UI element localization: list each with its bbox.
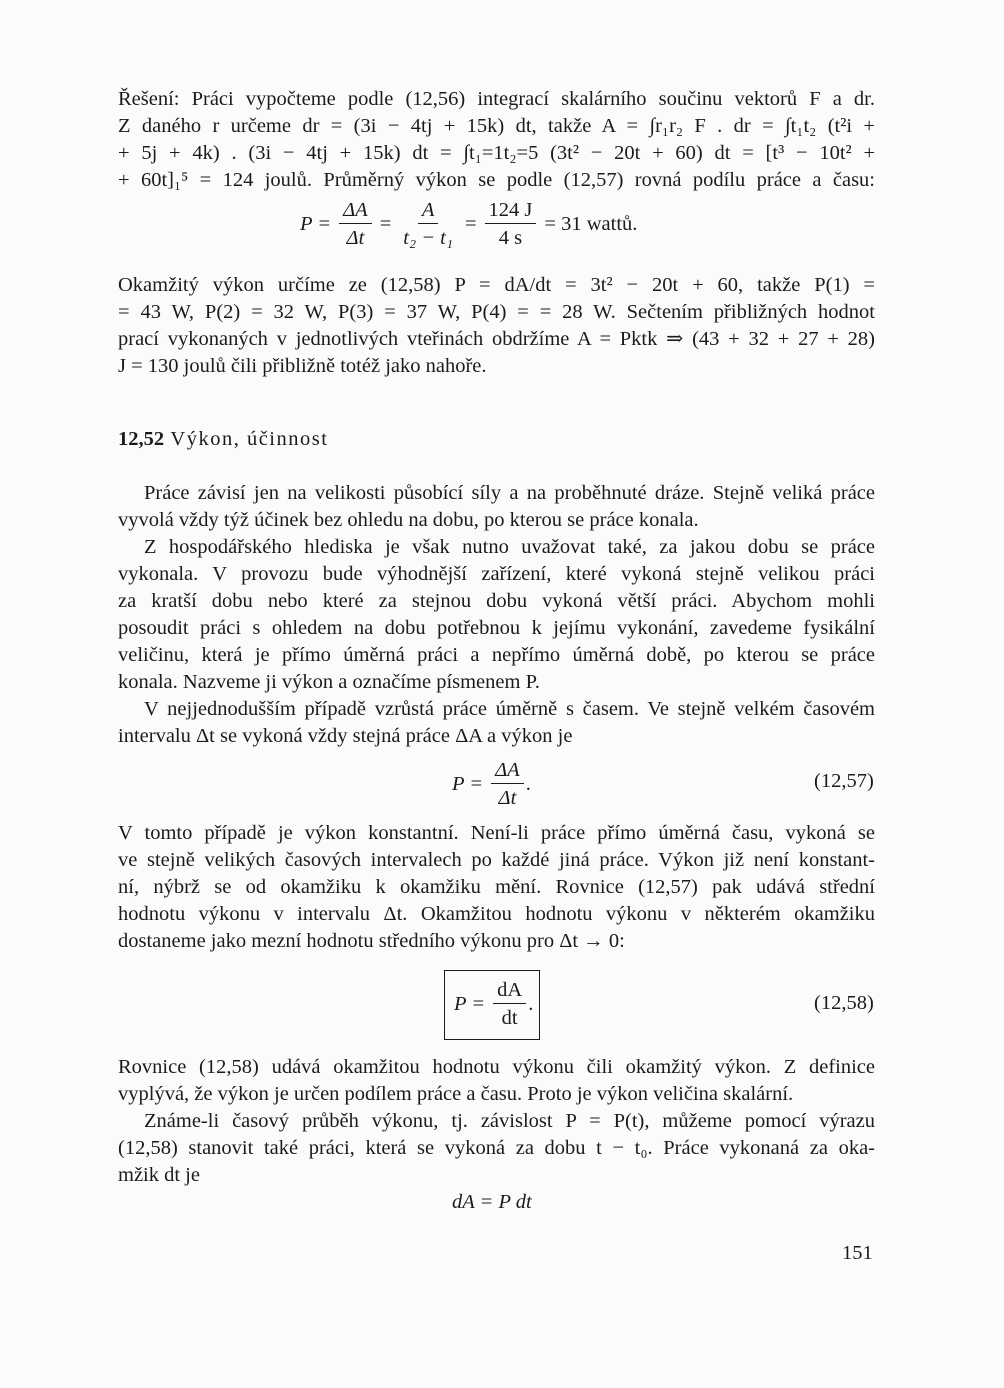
eq-result: = 31 wattů. <box>544 212 638 235</box>
equation-dA: dA = P dt <box>452 1191 532 1213</box>
instant-power-paragraph <box>118 272 875 380</box>
text-line: mžik dt je <box>118 1164 200 1186</box>
equation-average-power <box>300 198 637 250</box>
page-number: 151 <box>842 1242 873 1264</box>
text-line: V tomto případě je výkon konstantní. Není-li práce přímo úměrná času, vykoná se <box>118 822 875 844</box>
fraction <box>491 758 524 810</box>
text-line: Řešení: Práci vypočteme podle (12,56) integrací skalárního součinu vektorů F a dr. <box>118 88 875 110</box>
denominator: dt <box>501 1007 518 1029</box>
equals-sign: = <box>464 212 477 235</box>
text-line: prací vykonaných v jednotlivých vteřinách obdržíme A = Pktk ⇒ (43 + 32 + 27 + 28) <box>118 328 875 350</box>
equation-label-12-58: (12,58) <box>814 992 874 1014</box>
paragraph-1 <box>118 480 875 507</box>
text-line: dostaneme jako mezní hodnotu středního výkonu pro Δt → 0: <box>118 930 625 952</box>
equals-sign: = <box>379 212 392 235</box>
equation-12-58 <box>454 978 533 1030</box>
equation-label-12-57: (12,57) <box>814 770 874 792</box>
text-line: Rovnice (12,58) udává okamžitou hodnotu výkonu čili okamžitý výkon. Z definice <box>118 1056 875 1078</box>
text-line: hodnotu výkonu v intervalu Δt. Okamžitou hodnotu výkonu v některém okamžiku <box>118 903 875 925</box>
text-line: vykonala. V provozu bude výhodnější zařízení, které vykoná stejně velikou práci <box>118 563 875 585</box>
paragraph-6 <box>118 1108 875 1135</box>
fraction-work-time <box>399 198 457 250</box>
eq-lhs: P = <box>454 992 486 1015</box>
period: . <box>525 772 531 795</box>
text-line: vyvolá vždy týž účinek bez ohledu na dobu, po kterou se práce konala. <box>118 509 699 531</box>
eq-lhs: P = <box>300 212 332 235</box>
period: . <box>528 992 534 1015</box>
denominator: Δt <box>498 787 517 809</box>
text-line: Z hospodářského hlediska je však nutno uvažovat také, za jakou dobu se práce <box>144 536 875 558</box>
text-line: Okamžitý výkon určíme ze (12,58) P = dA/dt = 3t² − 20t + 60, takže P(1) = <box>118 274 875 296</box>
paragraph-1-cont <box>118 507 875 534</box>
text-line: konala. Nazveme ji výkon a označíme písmenem P. <box>118 671 540 693</box>
text-line: Známe-li časový průběh výkonu, tj. závislost P = P(t), můžeme pomocí výrazu <box>144 1110 875 1132</box>
solution-paragraph <box>118 86 875 194</box>
denominator: t₂ − t₁ <box>403 227 453 249</box>
fraction-delta <box>339 198 372 250</box>
paragraph-3-cont <box>118 723 875 750</box>
text-line: ní, nýbrž se od okamžiku k okamžiku mění. Rovnice (12,57) pak udává střední <box>118 876 875 898</box>
fraction-values <box>485 198 537 250</box>
text-line: V nejjednodušším případě vzrůstá práce úměrně s časem. Ve stejně velkém časovém <box>144 698 875 720</box>
section-heading <box>118 428 328 451</box>
paragraph-2 <box>118 534 875 561</box>
numerator: dA <box>493 978 526 1004</box>
text-line: intervalu Δt se vykoná vždy stejná práce ΔA a výkon je <box>118 725 573 747</box>
paragraph-4 <box>118 820 875 955</box>
text-line: J = 130 joulů čili přibližně totéž jako nahoře. <box>118 355 487 377</box>
denominator: 4 s <box>498 227 523 249</box>
paragraph-6-cont <box>118 1135 875 1189</box>
paragraph-5 <box>118 1054 875 1108</box>
text-line: Práce závisí jen na velikosti působící síly a na proběhnuté dráze. Stejně veliká práce <box>144 482 875 504</box>
text-line: vyplývá, že výkon je určen podílem práce a času. Proto je výkon veličina skalární. <box>118 1083 794 1105</box>
paragraph-2-cont <box>118 561 875 696</box>
numerator: 124 J <box>485 198 537 224</box>
equation-12-57 <box>452 758 531 810</box>
text-line: ve stejně velikých časových intervalech po každé jiná práce. Výkon již není konstant- <box>118 849 875 871</box>
section-title: Výkon, účinnost <box>170 428 329 450</box>
text-line: veličinu, která je přímo úměrná práci a nepřímo úměrná době, po kterou se práce <box>118 644 875 666</box>
text-line: = 43 W, P(2) = 32 W, P(3) = 37 W, P(4) = = 28 W. Sečtením přibližných hodnot <box>118 301 875 323</box>
text-line: za kratší dobu nebo které za stejnou dobu vykoná větší práci. Abychom mohli <box>118 590 875 612</box>
numerator: A <box>418 198 439 224</box>
text-line: Z daného r určeme dr = (3i − 4tj + 15k) dt, takže A = ∫r₁r₂ F . dr = ∫t₁t₂ (t²i + <box>118 115 875 137</box>
text-line: (12,58) stanovit také práci, která se vykoná za dobu t − t₀. Práce vykonaná za oka- <box>118 1137 875 1159</box>
text-line: + 60t]₁⁵ = 124 joulů. Průměrný výkon se podle (12,57) rovná podílu práce a času: <box>118 169 875 191</box>
paragraph-3 <box>118 696 875 723</box>
numerator: ΔA <box>491 758 524 784</box>
eq-lhs: P = <box>452 772 484 795</box>
numerator: ΔA <box>339 198 372 224</box>
text-line: posoudit práci s ohledem na dobu potřebnou k jejímu vykonání, zavedeme fysikální <box>118 617 875 639</box>
text-line: + 5j + 4k) . (3i − 4tj + 15k) dt = ∫t₁=1t₂=5 (3t² − 20t + 60) dt = [t³ − 10t² + <box>118 142 875 164</box>
fraction <box>493 978 526 1030</box>
denominator: Δt <box>346 227 365 249</box>
section-number: 12,52 <box>118 428 165 450</box>
